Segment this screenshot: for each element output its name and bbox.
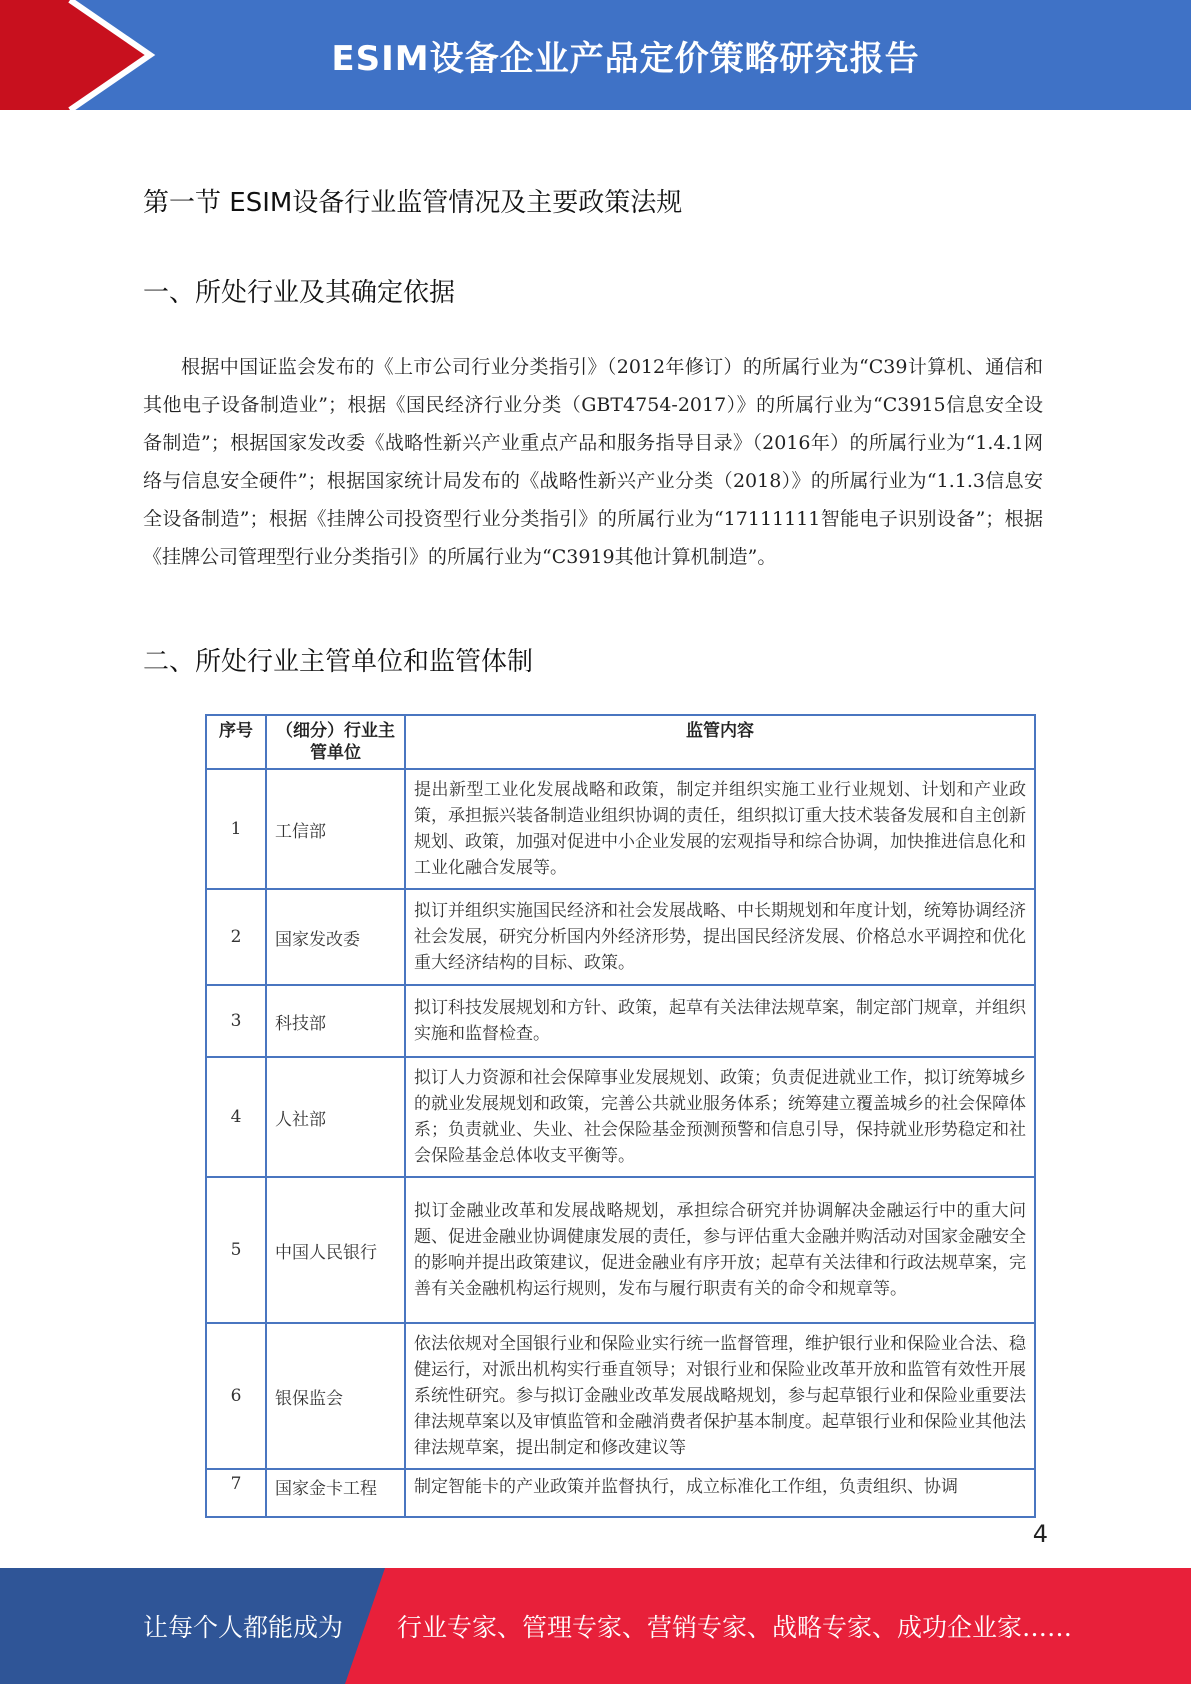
row-dept: 工信部 xyxy=(266,769,405,889)
table-row xyxy=(206,1323,1035,1469)
header-content: 监管内容 xyxy=(405,715,1035,769)
row-no: 7 xyxy=(206,1469,266,1517)
table-row xyxy=(206,769,1035,889)
row-content: 依法依规对全国银行业和保险业实行统一监督管理，维护银行业和保险业合法、稳健运行，对派出机构实行垂直领导；对银行业和保险业改革开放和监管有效性开展系统性研究。参与拟订金融业改革发展战略规划，参与起草银行业和保险业重要法律法规草案以及审慎监管和金融消费者保护基本制度。起草银行业和保险业其他法律法规草案，提出制定和修改建议等 xyxy=(405,1323,1035,1469)
row-content: 拟订人力资源和社会保障事业发展规划、政策；负责促进就业工作，拟订统筹城乡的就业发展规划和政策，完善公共就业服务体系；统筹建立覆盖城乡的社会保障体系；负责就业、失业、社会保险基金预测预警和信息引导，保持就业形势稳定和社会保险基金总体收支平衡等。 xyxy=(405,1057,1035,1177)
page-number: 4 xyxy=(1032,1520,1048,1548)
row-no: 2 xyxy=(206,889,266,985)
row-content: 制定智能卡的产业政策并监督执行，成立标准化工作组，负责组织、协调 xyxy=(405,1469,1035,1517)
header-dept: （细分）行业主管单位 xyxy=(266,715,405,769)
footer-slogan-right: 行业专家、管理专家、营销专家、战略专家、成功企业家…… xyxy=(397,1613,1073,1642)
row-content: 拟订金融业改革和发展战略规划，承担综合研究并协调解决金融运行中的重大问题、促进金融业协调健康发展的责任，参与评估重大金融并购活动对国家金融安全的影响并提出政策建议，促进金融业有序开放；起草有关法律和行政法规草案，完善有关金融机构运行规则，发布与履行职责有关的命令和规章等。 xyxy=(405,1177,1035,1323)
row-dept: 国家发改委 xyxy=(266,889,405,985)
row-content: 拟订并组织实施国民经济和社会发展战略、中长期规划和年度计划，统筹协调经济社会发展，研究分析国内外经济形势，提出国民经济发展、价格总水平调控和优化重大经济结构的目标、政策。 xyxy=(405,889,1035,985)
row-dept: 科技部 xyxy=(266,985,405,1057)
row-no: 4 xyxy=(206,1057,266,1177)
table-row xyxy=(206,985,1035,1057)
row-content: 拟订科技发展规划和方针、政策，起草有关法律法规草案，制定部门规章，并组织实施和监督检查。 xyxy=(405,985,1035,1057)
table-header-row xyxy=(206,715,1035,769)
report-footer xyxy=(0,1568,1191,1684)
section-title: 第一节 ESIM设备行业监管情况及主要政策法规 xyxy=(143,188,683,218)
row-no: 3 xyxy=(206,985,266,1057)
row-content: 提出新型工业化发展战略和政策，制定并组织实施工业行业规划、计划和产业政策，承担振兴装备制造业组织协调的责任，组织拟订重大技术装备发展和自主创新规划、政策，加强对促进中小企业发展的宏观指导和综合协调，加快推进信息化和工业化融合发展等。 xyxy=(405,769,1035,889)
heading-regulatory-system: 二、所处行业主管单位和监管体制 xyxy=(143,647,534,677)
row-no: 1 xyxy=(206,769,266,889)
table-row xyxy=(206,1177,1035,1323)
heading-industry-basis: 一、所处行业及其确定依据 xyxy=(143,278,456,308)
row-dept: 国家金卡工程 xyxy=(266,1469,405,1517)
row-dept: 银保监会 xyxy=(266,1323,405,1469)
row-no: 6 xyxy=(206,1323,266,1469)
regulator-table xyxy=(205,714,1036,1518)
row-dept: 中国人民银行 xyxy=(266,1177,405,1323)
table-row xyxy=(206,889,1035,985)
row-no: 5 xyxy=(206,1177,266,1323)
industry-basis-paragraph: 根据中国证监会发布的《上市公司行业分类指引》（2012年修订）的所属行业为“C39计算机、通信和其他电子设备制造业”；根据《国民经济行业分类（GBT4754-2017）》的所属行业为“C3915信息安全设备制造”；根据国家发改委《战略性新兴产业重点产品和服务指导目录》（2016年）的所属行业为“1.4.1网络与信息安全硬件”；根据国家统计局发布的《战略性新兴产业分类（2018）》的所属行业为“1.1.3信息安全设备制造”；根据《挂牌公司投资型行业分类指引》的所属行业为“17111111智能电子识别设备”；根据《挂牌公司管理型行业分类指引》的所属行业为“C3919其他计算机制造”。 xyxy=(143,356,1043,568)
footer-slogan-left: 让每个人都能成为 xyxy=(143,1613,344,1642)
report-title: ESIM设备企业产品定价策略研究报告 xyxy=(331,38,920,79)
header-no: 序号 xyxy=(206,715,266,769)
report-header xyxy=(0,0,1191,110)
table-row xyxy=(206,1057,1035,1177)
row-dept: 人社部 xyxy=(266,1057,405,1177)
table-row xyxy=(206,1469,1035,1517)
